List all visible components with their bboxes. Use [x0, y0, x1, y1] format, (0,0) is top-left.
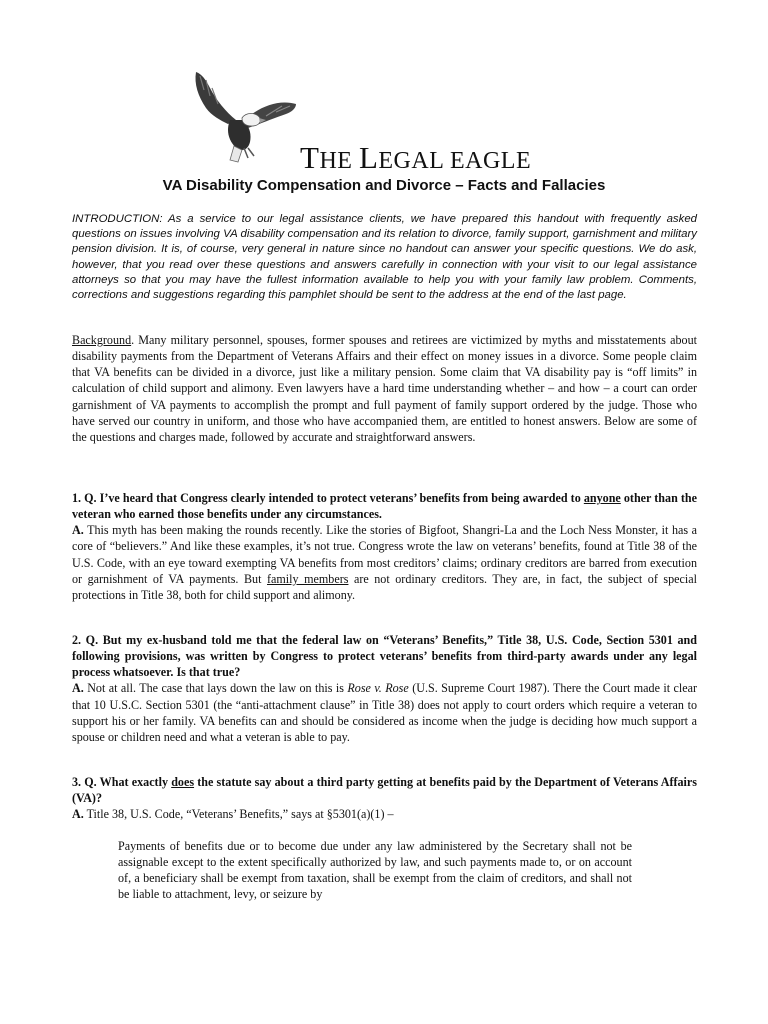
- question-2-text: 2. Q. But my ex-husband told me that the federal law on “Veterans’ Benefits,” Title 38, U.S. Code, Section 5301 and following provisions, was written by Congress to protect veterans’ benefits from third-party awards under any legal process whatsoever. Is that true?: [72, 633, 697, 680]
- qa-item-3: [72, 774, 697, 822]
- answer-3: [72, 806, 697, 822]
- answer-1-text-a: This myth has been making the rounds recently. Like the stories of Bigfoot, Shangri-La and the Loch Ness Monster, it has a core of “believers.” And like these examples, it’s not true. Congress wrote the law on veterans’ benefits, found at Title 38 of the U.S. Code, with an eye toward exempting VA benefits from most creditors’ claims; ordinary creditors are barred from execution or garnishment of VA payments. But: [72, 523, 697, 586]
- answer-1-text-b: are not ordinary creditors. They are, in fact, the subject of special protections in Title 38, both for child support and alimony.: [72, 571, 697, 602]
- answer-2-text-b: (U.S. Supreme Court 1987). There the Court made it clear that 10 U.S.C. Section 5301 (the “anti-attachment clause” in Title 38) does not apply to court orders which require a veteran to support his or her family. VA benefits can and should be considered as income when the judge is deciding how much support a spouse or children need and what a veteran is able to pay.: [72, 681, 697, 744]
- document-subtitle: VA Disability Compensation and Divorce – Facts and Fallacies: [162, 177, 606, 194]
- question-3-text-b: the statute say about a third party getting at benefits paid by the Department of Veterans Affairs (VA)?: [72, 775, 697, 806]
- title-he: HE: [319, 148, 359, 174]
- question-1-underlined: anyone: [583, 491, 621, 505]
- masthead-title: [300, 140, 531, 176]
- title-egal-eagle: EGAL EAGLE: [378, 148, 532, 174]
- qa-item-1: [72, 490, 697, 603]
- answer-1-underlined: family members: [267, 571, 349, 586]
- question-2: [72, 632, 697, 680]
- answer-2-text-a: Not at all. The case that lays down the law on this is: [83, 681, 348, 696]
- eagle-icon: [186, 70, 298, 166]
- background-paragraph: [72, 332, 697, 445]
- question-3-underlined: does: [171, 775, 195, 789]
- question-1-text-a: 1. Q. I’ve heard that Congress clearly intended to protect veterans’ benefits from being awarded to: [72, 491, 584, 505]
- answer-1: [72, 522, 697, 603]
- case-citation: Rose v. Rose: [347, 681, 409, 696]
- question-1: [72, 490, 697, 522]
- eagle-logo-drawing: [186, 70, 298, 166]
- qa-item-2: [72, 632, 697, 745]
- question-1-text-b: other than the veteran who earned those benefits under any circumstances.: [72, 491, 697, 522]
- answer-2-label: A.: [72, 681, 84, 696]
- title-letter-l: L: [358, 140, 379, 175]
- introduction-paragraph: INTRODUCTION: As a service to our legal assistance clients, we have prepared this handout with frequently asked questions on issues involving VA disability compensation and its relation to divorce, family support, garnishment and military pension division. It is, of course, very general in nature since no handout can answer your specific questions. We do ask, however, that you read over these questions and answers carefully in connection with your visit to our legal assistance attorneys so that you may have the fullest information available to help you with your family law problem. Comments, corrections and suggestions regarding this pamphlet should be sent to the address at the end of the last page.: [72, 213, 697, 302]
- question-3-text-a: 3. Q. What exactly: [72, 775, 172, 789]
- background-text: . Many military personnel, spouses, former spouses and retirees are victimized by myths and misstatements about disability payments from the Department of Veterans Affairs and their effect on money issues in a divorce. Some people claim that VA benefits can be divided in a divorce, just like a military pension. Some claim that VA disability pay is “off limits” in calculation of child support and alimony. Even lawyers have a hard time understanding whether – and how – a court can order garnishment of VA payments to accomplish the prompt and full payment of family support ordered by the judge. Those who have served our country in uniform, and those who have accompanied them, are entitled to honest answers. Below are some of the questions and charges made, followed by accurate and straightforward answers.: [72, 333, 697, 444]
- title-letter-t: T: [300, 140, 320, 175]
- question-3: [72, 774, 697, 806]
- answer-3-label: A.: [72, 807, 84, 822]
- answer-2: [72, 680, 697, 745]
- background-heading: Background: [72, 333, 132, 347]
- answer-3-text: Title 38, U.S. Code, “Veterans’ Benefits,” says at §5301(a)(1) –: [83, 807, 394, 822]
- answer-1-label: A.: [72, 523, 84, 538]
- statute-quote: Payments of benefits due or to become due under any law administered by the Secretary shall not be assignable except to the extent specifically authorized by law, and such payments made to, or on account of, a beneficiary shall be exempt from taxation, shall be exempt from the claim of creditors, and shall not be liable to attachment, levy, or seizure by: [118, 839, 632, 902]
